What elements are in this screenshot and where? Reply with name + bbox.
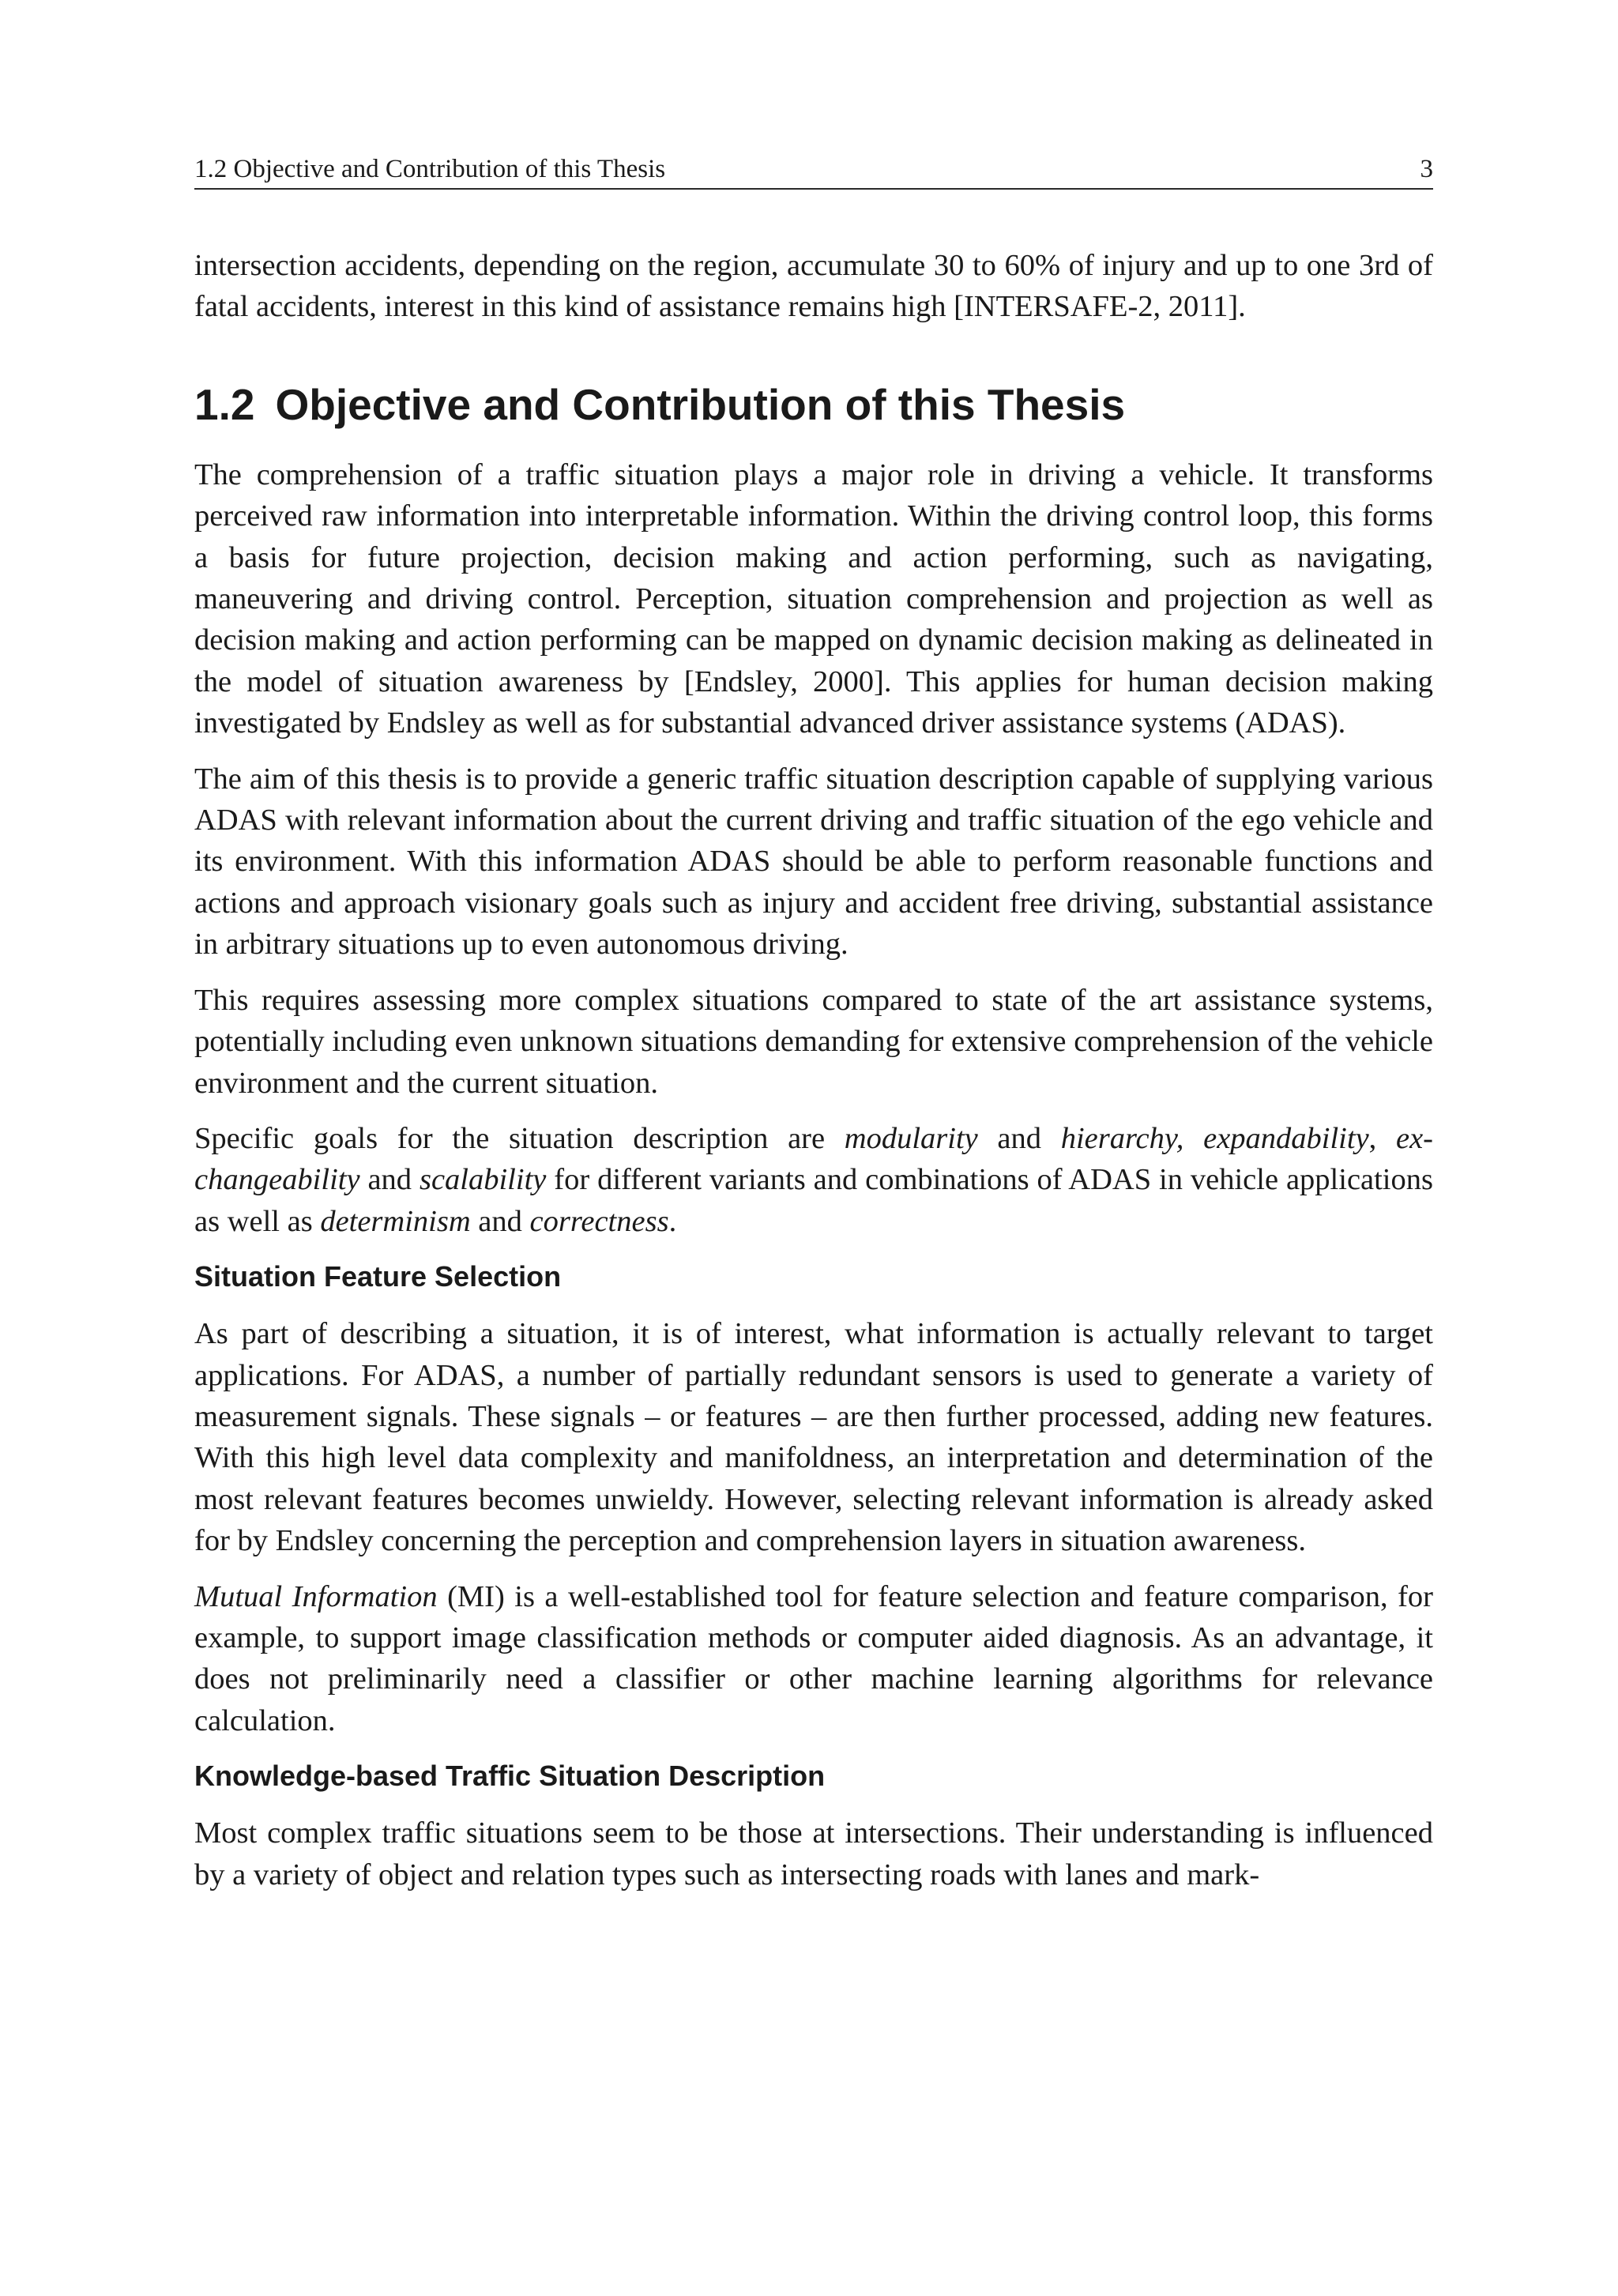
paragraph-requirements: This requires assessing more complex situations compared to state of the art assistance systems, potentially including even unknown situations demanding for extensive comprehension of the vehicle environment and the current situation. (194, 983, 1433, 1100)
section-heading (194, 378, 1433, 431)
paragraph-aim: The aim of this thesis is to provide a generic traffic situation description capable of supplying various ADAS with relevant information about the current driving and traffic situation of the ego vehicle and its environment. With this information ADAS should be able to perform reasonable functions and actions and approach visionary goals such as injury and accident free driving, substantial assistance in arbitrary situations up to even autonomous driving. (194, 762, 1433, 962)
paragraph-goals (194, 1118, 1433, 1242)
subheading-knowledge-based: Knowledge-based Traffic Situation Description (194, 1760, 826, 1793)
goals-term-determinism: determinism (320, 1204, 471, 1238)
goals-term-hierarchy: hierarchy, expandability (1060, 1121, 1369, 1155)
mutual-information-text: (MI) is a well-established tool for feature selection and feature comparison, for example, to support image classification methods or computer aided diagnosis. As an advantage, it does not preliminarily need a classifier or other machine learning algorithms for relevance calculation. (194, 1579, 1433, 1737)
intro-paragraph: intersection accidents, depending on the region, accumulate 30 to 60% of injury and up to one 3rd of fatal accidents, interest in this kind of assistance remains high [INTERSAFE-2, 2011]. (194, 249, 1433, 324)
paragraph-intersections: Most complex traffic situations seem to be those at intersections. Their understanding is influenced by a variety of object and relation types such as intersecting roads with lanes and mark- (194, 1816, 1433, 1891)
goals-text-6: and (470, 1204, 530, 1238)
goals-text-1: Specific goals for the situation description are (194, 1121, 845, 1155)
running-header-title: 1.2 Objective and Contribution of this Thesis (194, 155, 666, 183)
goals-text-4: and (359, 1163, 420, 1197)
goals-term-exchangeability: exchangeability (194, 1121, 1433, 1197)
goals-text-2: and (977, 1121, 1061, 1155)
goals-term-modularity: modularity (844, 1121, 978, 1155)
term-mutual-information: Mutual Information (194, 1579, 438, 1613)
subheading-feature-selection: Situation Feature Selection (194, 1260, 562, 1293)
paragraph-comprehension: The comprehension of a traffic situation plays a major role in driving a vehicle. It transforms perceived raw information into interpretable information. Within the driving control loop, this forms a basis for future projection, decision making and action performing, such as navigating, maneuvering and driving control. Perception, situation comprehension and projection as well as decision making and action performing can be mapped on dynamic decision making as delineated in the model of situation awareness by [Endsley, 2000]. This applies for human decision making investigated by Endsley as well as for substantial advanced driver assistance systems (ADAS). (194, 457, 1433, 740)
page-number: 3 (1420, 155, 1433, 183)
running-header (194, 152, 1433, 190)
goals-text-3: , (1368, 1121, 1396, 1155)
section-title: Objective and Contribution of this Thesis (275, 379, 1126, 429)
goals-text-5: for different variants and combinations of ADAS in vehicle applications as well as (194, 1163, 1433, 1238)
page-body (194, 245, 1433, 1895)
section-number: 1.2 (194, 379, 255, 429)
goals-term-correctness: correctness (529, 1204, 669, 1238)
goals-text-7: . (668, 1204, 677, 1238)
paragraph-mutual-information (194, 1576, 1433, 1742)
goals-term-scalability: scalability (419, 1163, 547, 1197)
paragraph-feature-selection: As part of describing a situation, it is of interest, what information is actually relevant to target applications. For ADAS, a number of partially redundant sensors is used to generate a variety of measurement signals. These signals – or features – are then further processed, adding new features. With this high level data complexity and manifoldness, an interpretation and determination of the most relevant features becomes unwieldy. However, selecting relevant information is already asked for by Endsley concerning the perception and comprehension layers in situation awareness. (194, 1317, 1433, 1558)
